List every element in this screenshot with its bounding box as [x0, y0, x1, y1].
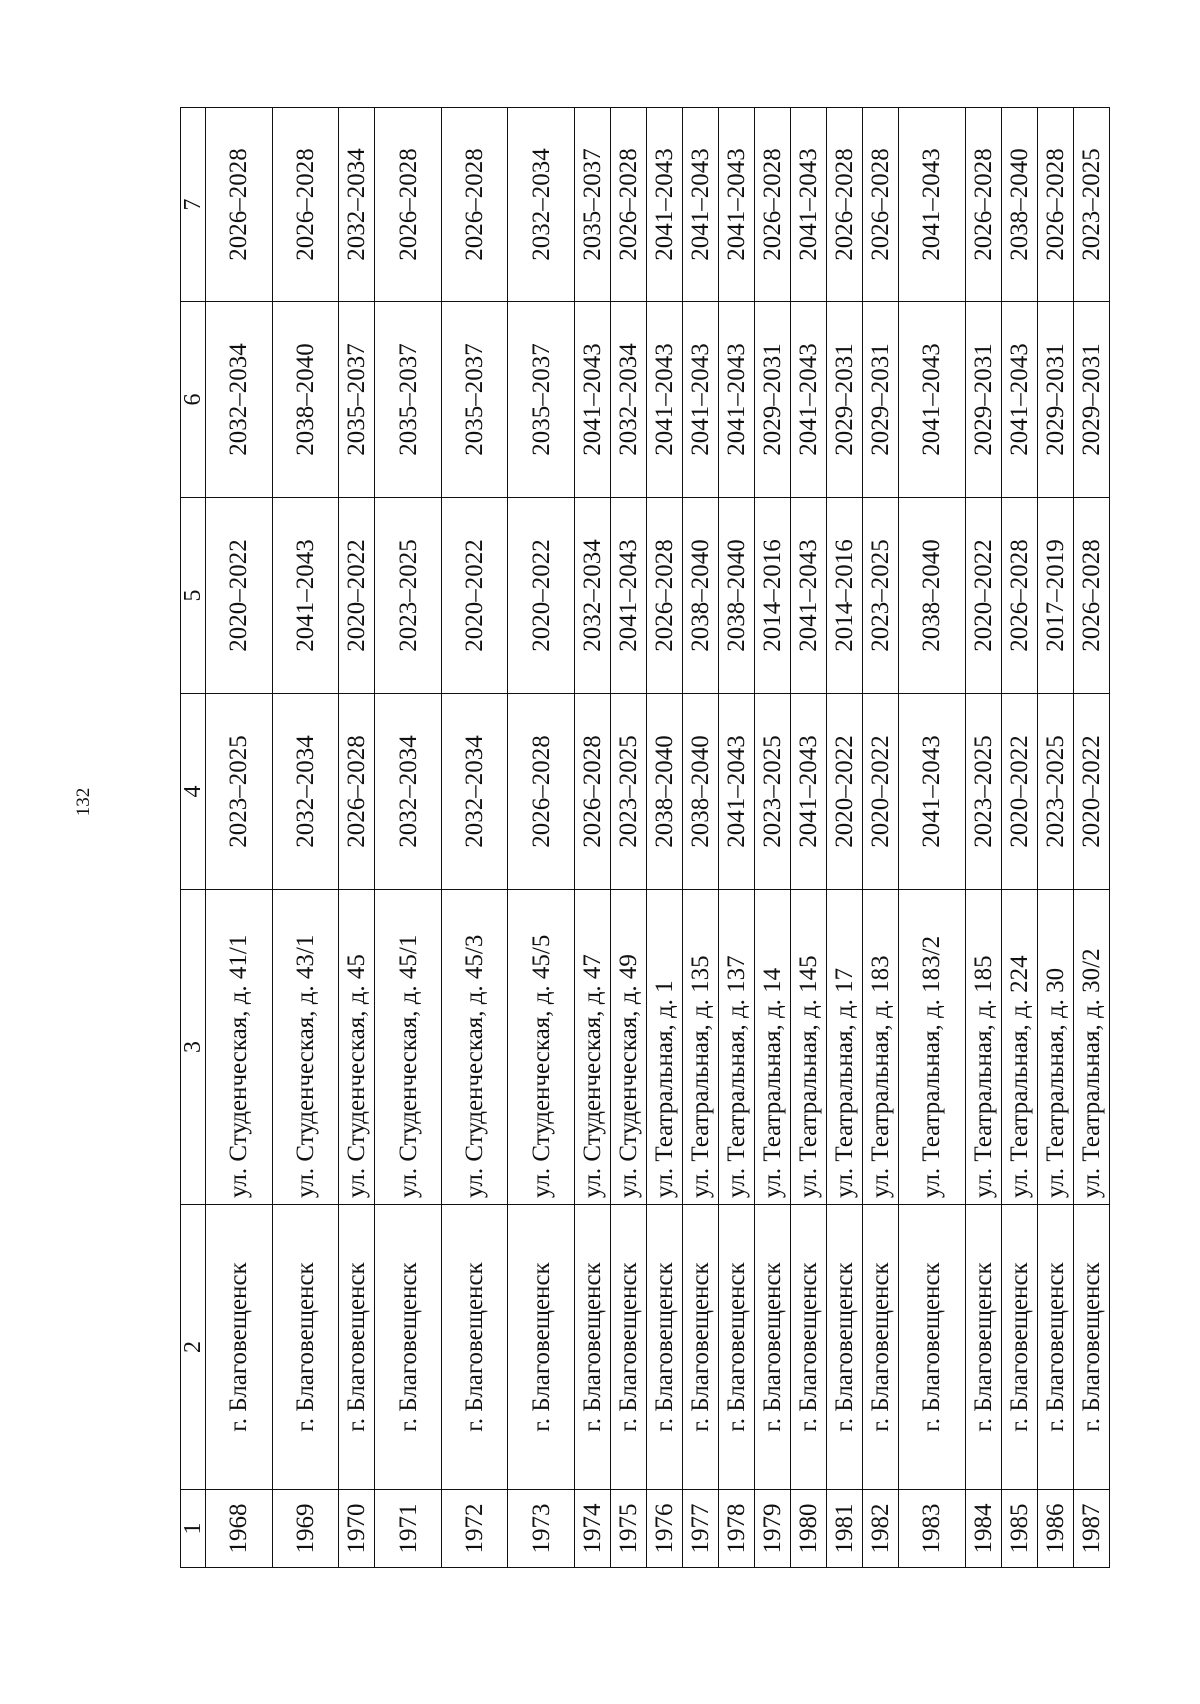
row-number: 1972 — [441, 1490, 508, 1568]
row-number: 1974 — [574, 1490, 610, 1568]
period-cell-4: 2041–2043 — [899, 694, 966, 890]
address-cell: ул. Театральная, д. 145 — [791, 890, 827, 1205]
table-row — [1073, 108, 1109, 1568]
period-cell-7: 2041–2043 — [899, 108, 966, 302]
row-number: 1986 — [1037, 1490, 1073, 1568]
period-cell-4: 2041–2043 — [719, 694, 755, 890]
period-cell-4: 2023–2025 — [755, 694, 791, 890]
period-cell-5: 2032–2034 — [574, 498, 610, 694]
period-cell-4: 2026–2028 — [574, 694, 610, 890]
address-cell: ул. Студенческая, д. 45 — [339, 890, 375, 1205]
period-cell-5: 2023–2025 — [375, 498, 442, 694]
period-cell-4: 2026–2028 — [339, 694, 375, 890]
address-cell: ул. Студенческая, д. 45/1 — [375, 890, 442, 1205]
period-cell-6: 2038–2040 — [272, 302, 339, 498]
table-row — [611, 108, 647, 1568]
col-header-4: 4 — [181, 694, 206, 890]
address-cell: ул. Студенческая, д. 49 — [611, 890, 647, 1205]
row-number: 1976 — [647, 1490, 683, 1568]
col-header-3: 3 — [181, 890, 206, 1205]
period-cell-5: 2020–2022 — [339, 498, 375, 694]
city-cell: г. Благовещенск — [508, 1205, 575, 1490]
period-cell-7: 2026–2028 — [272, 108, 339, 302]
period-cell-5: 2041–2043 — [611, 498, 647, 694]
period-cell-7: 2038–2040 — [1001, 108, 1037, 302]
period-cell-5: 2020–2022 — [965, 498, 1001, 694]
period-cell-4: 2020–2022 — [1073, 694, 1109, 890]
table-row — [719, 108, 755, 1568]
header-row — [181, 108, 206, 1568]
table-row — [965, 108, 1001, 1568]
period-cell-7: 2032–2034 — [339, 108, 375, 302]
period-cell-7: 2041–2043 — [683, 108, 719, 302]
period-cell-4: 2023–2025 — [965, 694, 1001, 890]
period-cell-4: 2020–2022 — [863, 694, 899, 890]
row-number: 1981 — [827, 1490, 863, 1568]
period-cell-4: 2032–2034 — [441, 694, 508, 890]
address-cell: ул. Театральная, д. 135 — [683, 890, 719, 1205]
period-cell-5: 2020–2022 — [508, 498, 575, 694]
row-number: 1985 — [1001, 1490, 1037, 1568]
city-cell: г. Благовещенск — [647, 1205, 683, 1490]
period-cell-6: 2029–2031 — [965, 302, 1001, 498]
period-cell-4: 2023–2025 — [1037, 694, 1073, 890]
period-cell-6: 2035–2037 — [441, 302, 508, 498]
row-number: 1984 — [965, 1490, 1001, 1568]
period-cell-4: 2023–2025 — [206, 694, 273, 890]
period-cell-6: 2041–2043 — [683, 302, 719, 498]
period-cell-4: 2041–2043 — [791, 694, 827, 890]
row-number: 1973 — [508, 1490, 575, 1568]
row-number: 1977 — [683, 1490, 719, 1568]
address-cell: ул. Студенческая, д. 43/1 — [272, 890, 339, 1205]
period-cell-5: 2038–2040 — [899, 498, 966, 694]
city-cell: г. Благовещенск — [863, 1205, 899, 1490]
period-cell-7: 2041–2043 — [719, 108, 755, 302]
period-cell-7: 2026–2028 — [755, 108, 791, 302]
city-cell: г. Благовещенск — [441, 1205, 508, 1490]
period-cell-6: 2035–2037 — [339, 302, 375, 498]
row-number: 1975 — [611, 1490, 647, 1568]
period-cell-6: 2032–2034 — [611, 302, 647, 498]
table-row — [647, 108, 683, 1568]
page-number: 132 — [73, 787, 94, 817]
table-row — [574, 108, 610, 1568]
period-cell-7: 2026–2028 — [441, 108, 508, 302]
period-cell-5: 2026–2028 — [1073, 498, 1109, 694]
period-cell-6: 2035–2037 — [375, 302, 442, 498]
city-cell: г. Благовещенск — [272, 1205, 339, 1490]
table-row — [791, 108, 827, 1568]
table-row — [206, 108, 273, 1568]
period-cell-6: 2029–2031 — [755, 302, 791, 498]
period-cell-7: 2041–2043 — [791, 108, 827, 302]
col-header-7: 7 — [181, 108, 206, 302]
address-cell: ул. Театральная, д. 14 — [755, 890, 791, 1205]
period-cell-7: 2026–2028 — [375, 108, 442, 302]
city-cell: г. Благовещенск — [611, 1205, 647, 1490]
city-cell: г. Благовещенск — [719, 1205, 755, 1490]
period-cell-7: 2026–2028 — [827, 108, 863, 302]
period-cell-6: 2041–2043 — [647, 302, 683, 498]
col-header-5: 5 — [181, 498, 206, 694]
period-cell-5: 2020–2022 — [441, 498, 508, 694]
period-cell-5: 2041–2043 — [272, 498, 339, 694]
schedule-table — [180, 107, 1110, 1568]
period-cell-4: 2020–2022 — [827, 694, 863, 890]
period-cell-5: 2041–2043 — [791, 498, 827, 694]
period-cell-7: 2032–2034 — [508, 108, 575, 302]
address-cell: ул. Театральная, д. 185 — [965, 890, 1001, 1205]
period-cell-4: 2023–2025 — [611, 694, 647, 890]
city-cell: г. Благовещенск — [899, 1205, 966, 1490]
period-cell-4: 2038–2040 — [647, 694, 683, 890]
table-row — [863, 108, 899, 1568]
address-cell: ул. Театральная, д. 224 — [1001, 890, 1037, 1205]
table-row — [827, 108, 863, 1568]
city-cell: г. Благовещенск — [1073, 1205, 1109, 1490]
row-number: 1983 — [899, 1490, 966, 1568]
period-cell-7: 2026–2028 — [206, 108, 273, 302]
row-number: 1968 — [206, 1490, 273, 1568]
period-cell-6: 2041–2043 — [791, 302, 827, 498]
table-row — [683, 108, 719, 1568]
period-cell-7: 2041–2043 — [647, 108, 683, 302]
period-cell-6: 2041–2043 — [1001, 302, 1037, 498]
period-cell-6: 2029–2031 — [827, 302, 863, 498]
period-cell-5: 2023–2025 — [863, 498, 899, 694]
period-cell-5: 2020–2022 — [206, 498, 273, 694]
address-cell: ул. Театральная, д. 183/2 — [899, 890, 966, 1205]
period-cell-7: 2026–2028 — [863, 108, 899, 302]
row-number: 1971 — [375, 1490, 442, 1568]
period-cell-5: 2014–2016 — [755, 498, 791, 694]
period-cell-6: 2032–2034 — [206, 302, 273, 498]
table-row — [508, 108, 575, 1568]
city-cell: г. Благовещенск — [1037, 1205, 1073, 1490]
table-container — [180, 108, 1110, 1568]
table-row — [441, 108, 508, 1568]
period-cell-7: 2023–2025 — [1073, 108, 1109, 302]
period-cell-5: 2017–2019 — [1037, 498, 1073, 694]
row-number: 1982 — [863, 1490, 899, 1568]
table-row — [755, 108, 791, 1568]
col-header-1: 1 — [181, 1490, 206, 1568]
row-number: 1980 — [791, 1490, 827, 1568]
table-row — [375, 108, 442, 1568]
period-cell-4: 2026–2028 — [508, 694, 575, 890]
address-cell: ул. Студенческая, д. 45/3 — [441, 890, 508, 1205]
period-cell-4: 2032–2034 — [375, 694, 442, 890]
address-cell: ул. Театральная, д. 1 — [647, 890, 683, 1205]
address-cell: ул. Театральная, д. 30/2 — [1073, 890, 1109, 1205]
city-cell: г. Благовещенск — [375, 1205, 442, 1490]
city-cell: г. Благовещенск — [574, 1205, 610, 1490]
address-cell: ул. Театральная, д. 30 — [1037, 890, 1073, 1205]
city-cell: г. Благовещенск — [755, 1205, 791, 1490]
city-cell: г. Благовещенск — [791, 1205, 827, 1490]
city-cell: г. Благовещенск — [683, 1205, 719, 1490]
period-cell-5: 2014–2016 — [827, 498, 863, 694]
address-cell: ул. Театральная, д. 17 — [827, 890, 863, 1205]
period-cell-6: 2029–2031 — [863, 302, 899, 498]
col-header-6: 6 — [181, 302, 206, 498]
period-cell-4: 2020–2022 — [1001, 694, 1037, 890]
city-cell: г. Благовещенск — [965, 1205, 1001, 1490]
city-cell: г. Благовещенск — [1001, 1205, 1037, 1490]
period-cell-4: 2032–2034 — [272, 694, 339, 890]
address-cell: ул. Студенческая, д. 47 — [574, 890, 610, 1205]
period-cell-7: 2026–2028 — [965, 108, 1001, 302]
address-cell: ул. Театральная, д. 137 — [719, 890, 755, 1205]
table-row — [1001, 108, 1037, 1568]
row-number: 1970 — [339, 1490, 375, 1568]
table-row — [1037, 108, 1073, 1568]
table-row — [899, 108, 966, 1568]
table-row — [339, 108, 375, 1568]
period-cell-5: 2038–2040 — [683, 498, 719, 694]
period-cell-5: 2026–2028 — [1001, 498, 1037, 694]
city-cell: г. Благовещенск — [206, 1205, 273, 1490]
period-cell-4: 2038–2040 — [683, 694, 719, 890]
period-cell-5: 2038–2040 — [719, 498, 755, 694]
address-cell: ул. Театральная, д. 183 — [863, 890, 899, 1205]
period-cell-6: 2041–2043 — [574, 302, 610, 498]
period-cell-6: 2041–2043 — [719, 302, 755, 498]
row-number: 1969 — [272, 1490, 339, 1568]
period-cell-7: 2026–2028 — [1037, 108, 1073, 302]
city-cell: г. Благовещенск — [339, 1205, 375, 1490]
city-cell: г. Благовещенск — [827, 1205, 863, 1490]
period-cell-5: 2026–2028 — [647, 498, 683, 694]
period-cell-6: 2041–2043 — [899, 302, 966, 498]
row-number: 1979 — [755, 1490, 791, 1568]
address-cell: ул. Студенческая, д. 41/1 — [206, 890, 273, 1205]
table-row — [272, 108, 339, 1568]
period-cell-6: 2029–2031 — [1037, 302, 1073, 498]
row-number: 1987 — [1073, 1490, 1109, 1568]
period-cell-6: 2035–2037 — [508, 302, 575, 498]
row-number: 1978 — [719, 1490, 755, 1568]
period-cell-7: 2026–2028 — [611, 108, 647, 302]
period-cell-6: 2029–2031 — [1073, 302, 1109, 498]
period-cell-7: 2035–2037 — [574, 108, 610, 302]
address-cell: ул. Студенческая, д. 45/5 — [508, 890, 575, 1205]
col-header-2: 2 — [181, 1205, 206, 1490]
